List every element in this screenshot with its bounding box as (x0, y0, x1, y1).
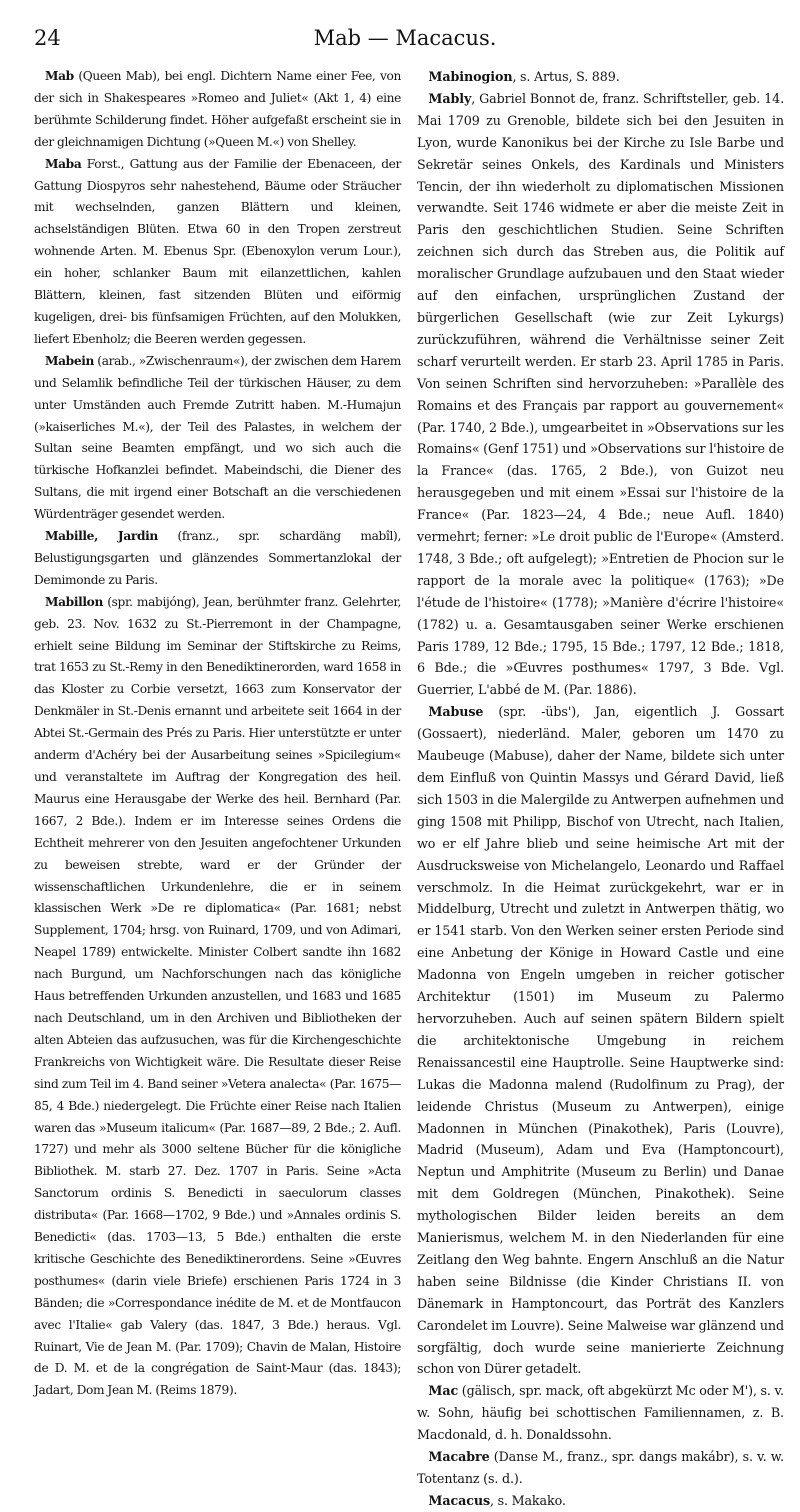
entry-mably (417, 88, 784, 701)
entry-headword: Mabillon (44, 594, 103, 609)
entry-headword: Mably (428, 90, 472, 106)
entry-text: (spr. -übs'), Jan, eigentlich J. Gossart (Gossaert), niederländ. Maler, geboren um 1470 zu Maubeuge (Mabuse), daher der Name, bildete sich unter dem Einfluß von Quintin Massys und Gérard David, ließ sich 1503 in die Malergilde zu Antwerpen aufnehmen und ging 1508 mit Philipp, Bischof von Utrecht, nach Italien, wo er elf Jahre blieb und seine heimische Art mit der Ausdrucksweise von Michelangelo, Leonardo und Raffael verschmolz. In die Heimat zurückgekehrt, war er in Middelburg, Utrecht und zuletzt in Antwerpen thätig, wo er 1541 starb. Von den Werken seiner ersten Periode sind eine Anbetung der Könige in Howard Castle und eine Madonna von Engeln umgeben in reicher gotischer Architektur (1501) im Museum zu Palermo hervorzuheben. Auch auf seinen spätern Bildern spielt die architektonische Umgebung in reichem Renaissancestil eine Hauptrolle. Seine Hauptwerke sind: Lukas die Madonna malend (Rudolfinum zu Prag), der leidende Christus (Museum zu Antwerpen), einige Madonnen in München (Pinakothek), Paris (Louvre), Madrid (Museum), Adam und Eva (Hamptoncourt), Neptun und Amphitrite (Museum zu Berlin) und Danae mit dem Goldregen (München, Pinakothek). Seine mythologischen Bilder leiden bereits an dem Manierismus, welchem M. in den Niederlanden für eine Zeitlang den Weg bahnte. Engern Anschluß an die Natur haben seine Bildnisse (die Kinder Christians II. von Dänemark in Hamptoncourt, das Porträt des Kanzlers Carondelet im Louvre). Seine Malweise war glänzend und sorgfältig, doch wurde seine manierierte Zeichnung schon von Dürer getadelt. (417, 704, 784, 1377)
left-column (34, 66, 401, 1398)
entry-text: (Queen Mab), bei engl. Dichtern Name einer Fee, von der sich in Shakespeares »Romeo and Juliet« (Akt 1, 4) eine berühmte Schilderung findet. Höher aufgefaßt erscheint sie in der gleichnamigen Dichtung (»Queen M.«) von Shelley. (34, 69, 401, 149)
entry-mabille (34, 526, 401, 592)
entry-text: (gälisch, spr. mack, oft abgekürzt Mc oder M'), s. v. w. Sohn, häufig bei schottischen Familiennamen, z. B. Macdonald, d. h. Donaldssohn. (417, 1383, 784, 1443)
entry-maba (34, 154, 401, 351)
entry-headword: Mabein (44, 353, 95, 368)
entry-text: (franz., spr. schardäng mabîl), Belustigungsgarten und glänzendes Sommertanzlokal der Demimonde zu Paris. (34, 529, 401, 587)
entry-headword: Mabille, Jardin (44, 529, 158, 544)
running-title: Mab — Macacus. (313, 26, 497, 50)
entry-text: (arab., »Zwischenraum«), der zwischen dem Harem und Selamlik befindliche Teil der türkischen Häuser, zu dem unter Umständen auch Fremde Zutritt haben. M.-Humajun (»kaiserliches M.«), der Teil des Palastes, in welchem der Sultan seine Beamten empfängt, und wo sich auch die türkische Hofkanzlei befindet. Mabeindschi, die Diener des Sultans, die mit irgend einer Botschaft an die verschiedenen Würdenträger gesendet werden. (34, 353, 401, 522)
entry-mac (417, 1380, 784, 1446)
entry-mabillon (34, 592, 401, 1403)
entry-text: (Danse M., franz., spr. dangs makábr), s. v. w. Totentanz (s. d.). (417, 1449, 784, 1486)
entry-mabinogion (417, 66, 784, 88)
entry-headword: Mabinogion (428, 69, 513, 84)
entry-headword: Mab (44, 69, 74, 83)
entry-mabein (34, 351, 401, 526)
entry-text: , Gabriel Bonnot de, franz. Schriftsteller, geb. 14. Mai 1709 zu Grenoble, bildete sich bei den Jesuiten in Lyon, wurde Kanonikus bei der Kirche zu Isle Barbe und Sekretär seines Onkels, des Kardinals und Ministers Tencin, der ihn wiederholt zu diplomatischen Missionen verwandte. Seit 1746 widmete er aber die meiste Zeit in Paris den geschichtlichen Studien. Seine Schriften zeichnen sich durch das Streben aus, die Politik auf moralischer Grundlage aufzubauen und den Staat wieder auf den einfachen, ursprünglichen Zustand der bürgerlichen Gesellschaft (wie zur Zeit Lykurgs) zurückzuführen, während die Verhältnisse seiner Zeit scharf verurteilt werden. Er starb 23. April 1785 in Paris. Von seinen Schriften sind hervorzuheben: »Parallèle des Romains et des Français par rapport au gouvernement« (Par. 1740, 2 Bde.), umgearbeitet in »Observations sur les Romains« (Genf 1751) und »Observations sur l'histoire de la France« (das. 1765, 2 Bde.), von Guizot neu herausgegeben und mit einem »Essai sur l'histoire de la France« (Par. 1823—24, 4 Bde.; neue Aufl. 1840) vermehrt; ferner: »Le droit public de l'Europe« (Amsterd. 1748, 3 Bde.; oft aufgelegt); »Entretien de Phocion sur le rapport de la morale avec la politique« (1763); »De l'étude de l'histoire« (1778); »Manière d'écrire l'histoire« (1782) u. a. Gesamtausgaben seiner Werke erschienen Paris 1789, 12 Bde.; 1795, 15 Bde.; 1797, 12 Bde.; 1818, 6 Bde.; die »Œuvres posthumes« 1797, 3 Bde. Vgl. Guerrier, L'abbé de M. (Par. 1886). (417, 90, 784, 698)
entry-text: (spr. mabijóng), Jean, berühmter franz. Gelehrter, geb. 23. Nov. 1632 zu St.-Pierremont in der Champagne, erhielt seine Bildung im Seminar der Stiftskirche zu Reims, trat 1653 zu St.-Remy in den Benediktinerorden, ward 1658 in das Kloster zu Corbie versetzt, 1663 zum Konservator der Denkmäler in St.-Denis ernannt und arbeitete seit 1664 in der Abtei St.-Germain des Prés zu Paris. Hier unterstützte er unter anderm d'Achéry bei der Ausarbeitung seines »Spicilegium« und veranstaltete im Auftrag der Kongregation des heil. Maurus eine Herausgabe der Werke des heil. Bernhard (Par. 1667, 2 Bde.). Indem er im Interesse seines Ordens die Echtheit mehrerer von den Jesuiten angefochtener Urkunden zu beweisen strebte, ward er der Gründer der wissenschaftlichen Urkundenlehre, die er in seinem klassischen Werk »De re diplomatica« (Par. 1681; nebst Supplement, 1704; hrsg. von Ruinard, 1709, und von Adimari, Neapel 1789) entwickelte. Minister Colbert sandte ihn 1682 nach Burgund, um Nachforschungen nach das königliche Haus betreffenden Urkunden anzustellen, und 1683 und 1685 nach Deutschland, um in den Archiven und Bibliotheken der alten Abteien das aufzusuchen, was für die Kirchengeschichte Frankreichs von Wichtigkeit wäre. Die Resultate dieser Reise sind zum Teil im 4. Band seiner »Vetera analecta« (Par. 1675—85, 4 Bde.) niedergelegt. Die Früchte einer Reise nach Italien waren das »Museum italicum« (Par. 1687—89, 2 Bde.; 2. Aufl. 1727) und mehr als 3000 seltene Bücher für die königliche Bibliothek. M. starb 27. Dez. 1707 in Paris. Seine »Acta Sanctorum ordinis S. Benedicti in saeculorum classes distributa« (Par. 1668—1702, 9 Bde.) und »Annales ordinis S. Benedicti« (das. 1703—13, 5 Bde.) enthalten die erste kritische Geschichte des Benediktinerordens. Seine »Œuvres posthumes« (darin viele Briefe) erschienen Paris 1724 in 3 Bänden; die »Correspondance inédite de M. et de Montfaucon avec l'Italie« gab Valery (das. 1847, 3 Bde.) heraus. Vgl. Ruinart, Vie de Jean M. (Par. 1709); Chavin de Malan, Histoire de D. M. et de la congrégation de Saint-Maur (das. 1843); Jadart, Dom Jean M. (Reims 1879). (34, 594, 401, 1398)
page-number: 24 (34, 26, 61, 50)
entry-headword: Mabuse (428, 704, 484, 720)
entry-text: Forst., Gattung aus der Familie der Ebenaceen, der Gattung Diospyros sehr nahestehend, Bäume oder Sträucher mit wechselnden, ganzen Blättern und kleinen, achselständigen Blüten. Etwa 60 in den Tropen zerstreut wohnende Arten. M. Ebenus Spr. (Ebenoxylon verum Lour.), ein hoher, schlanker Baum mit eilanzettlichen, kahlen Blättern, kleinen, fast sitzenden Blüten und eiförmig kugeligen, drei- bis fünfsamigen Früchten, auf den Molukken, liefert Ebenholz; die Beeren werden gegessen. (34, 156, 401, 346)
right-column (417, 66, 784, 1508)
entry-text: , s. Artus, S. 889. (512, 69, 620, 84)
entry-mabuse (417, 701, 784, 1380)
entry-headword: Maba (44, 156, 82, 171)
page-header (34, 26, 776, 56)
entry-text: , s. Makako. (490, 1492, 566, 1508)
entry-macabre (417, 1446, 784, 1490)
entry-headword: Macacus (428, 1492, 491, 1508)
entry-headword: Mac (428, 1383, 459, 1399)
entry-macacus (417, 1490, 784, 1512)
text-columns (34, 66, 784, 1508)
entry-headword: Macabre (428, 1449, 490, 1465)
entry-mab (34, 66, 401, 154)
